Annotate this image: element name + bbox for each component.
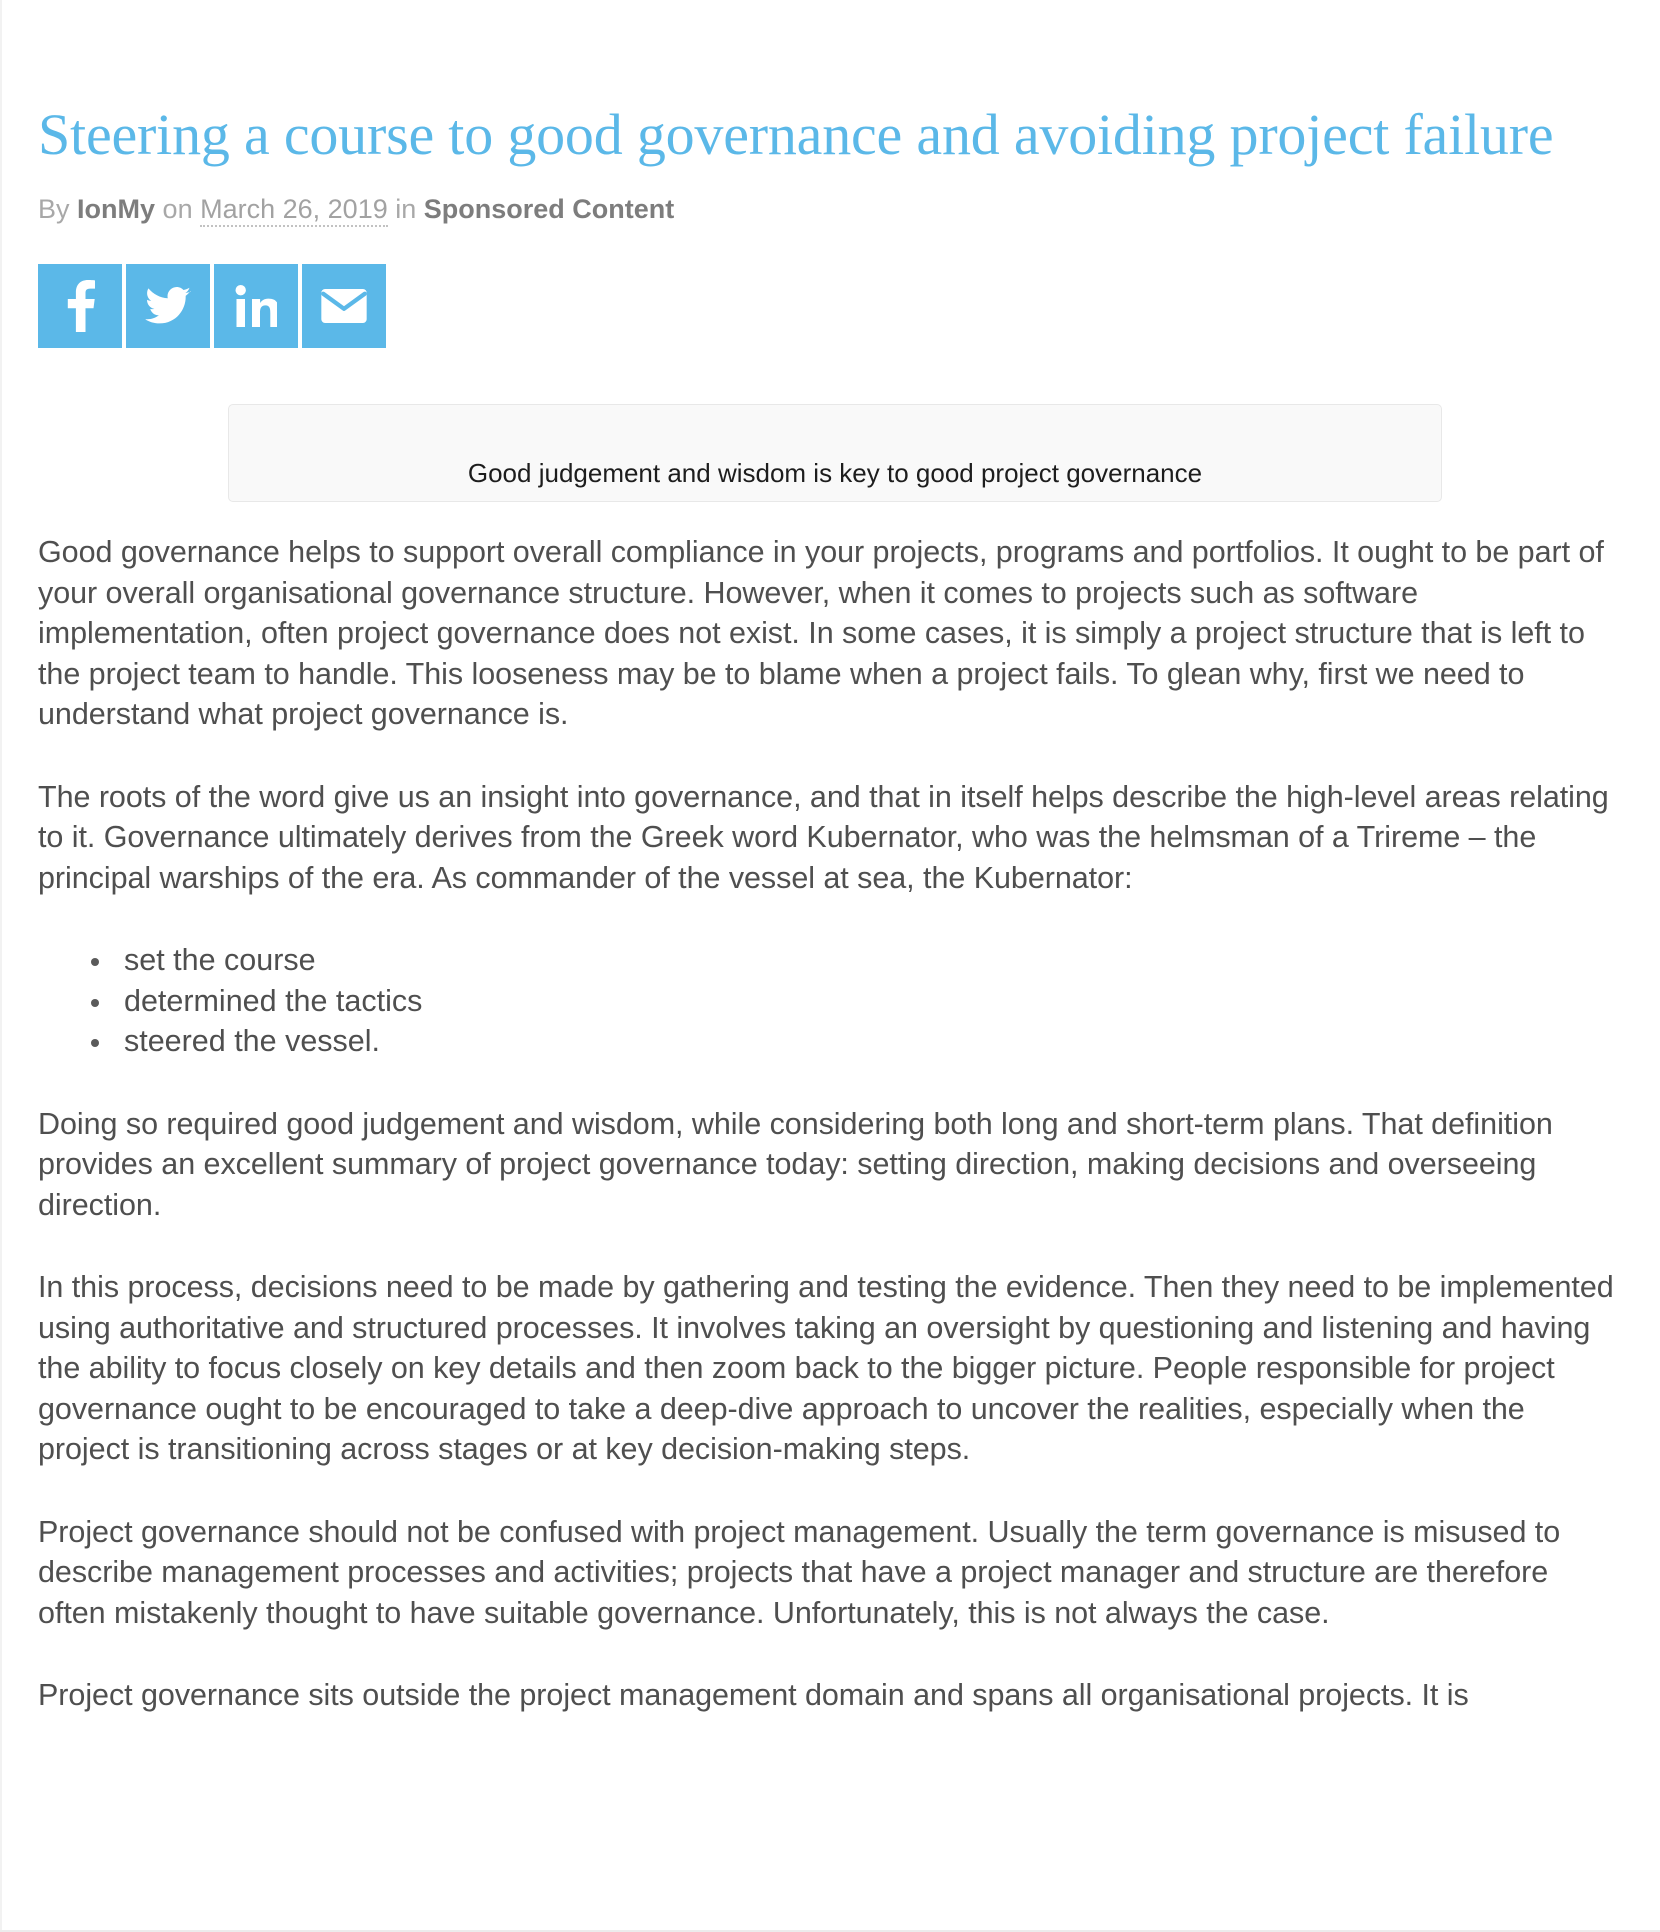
byline-on-label: on	[162, 194, 193, 224]
byline-by-label: By	[38, 194, 70, 224]
byline-author[interactable]: IonMy	[77, 194, 156, 224]
body-paragraph: Project governance sits outside the project management domain and spans all organisational projects. It is	[38, 1678, 1469, 1712]
kubernator-duties-list	[38, 940, 1618, 1062]
share-email-button[interactable]	[302, 264, 386, 348]
list-item: • determined the tactics	[114, 981, 1618, 1022]
body-paragraph: In this process, decisions need to be made by gathering and testing the evidence. Then they need to be implemented using authoritative and structured processes. It involves taking an oversight by questioning and listening and having the ability to focus closely on key details and then zoom back to the bigger picture. People responsible for project governance ought to be encouraged to take a deep-dive approach to uncover the realities, especially when the project is transitioning across stages or at key decision-making steps.	[38, 1270, 1614, 1466]
article-content	[38, 0, 1618, 1758]
facebook-icon	[63, 280, 97, 332]
figure-caption-text: Good judgement and wisdom is key to good project governance	[467, 458, 1203, 488]
body-paragraph: Project governance should not be confused with project management. Usually the term governance is misused to describe management processes and activities; projects that have a project manager and structure are therefore often mistakenly thought to have suitable governance. Unfortunately, this is not always the case.	[38, 1514, 1561, 1630]
body-paragraph: The roots of the word give us an insight into governance, and that in itself helps describe the high-level areas relating to it. Governance ultimately derives from the Greek word Kubernator, who was the helmsman of a Trireme – the principal warships of the era. As commander of the vessel at sea, the Kubernator:	[38, 779, 1609, 895]
list-item: • steered the vessel.	[114, 1021, 1618, 1062]
linkedin-icon	[235, 285, 277, 327]
article-body	[38, 532, 1618, 1716]
byline	[38, 192, 1618, 226]
share-buttons	[38, 264, 1618, 348]
byline-in-label: in	[395, 194, 417, 224]
share-linkedin-button[interactable]	[214, 264, 298, 348]
share-facebook-button[interactable]	[38, 264, 122, 348]
byline-category[interactable]: Sponsored Content	[423, 194, 675, 224]
twitter-icon	[145, 287, 191, 325]
figure-caption-box	[228, 404, 1442, 502]
page-title: Steering a course to good governance and avoiding project failure	[38, 102, 1554, 167]
body-paragraph: Doing so required good judgement and wisdom, while considering both long and short-term plans. That definition provides an excellent summary of project governance today: setting direction, making decisions and overseeing direction.	[38, 1106, 1553, 1222]
share-twitter-button[interactable]	[126, 264, 210, 348]
byline-date: March 26, 2019	[200, 194, 388, 227]
email-icon	[321, 289, 367, 323]
list-item: • set the course	[114, 940, 1618, 981]
body-paragraph: Good governance helps to support overall compliance in your projects, programs and portfolios. It ought to be part of your overall organisational governance structure. However, when it comes to projects such as software implementation, often project governance does not exist. In some cases, it is simply a project structure that is left to the project team to handle. This looseness may be to blame when a project fails. To glean why, first we need to understand what project governance is.	[38, 535, 1604, 731]
